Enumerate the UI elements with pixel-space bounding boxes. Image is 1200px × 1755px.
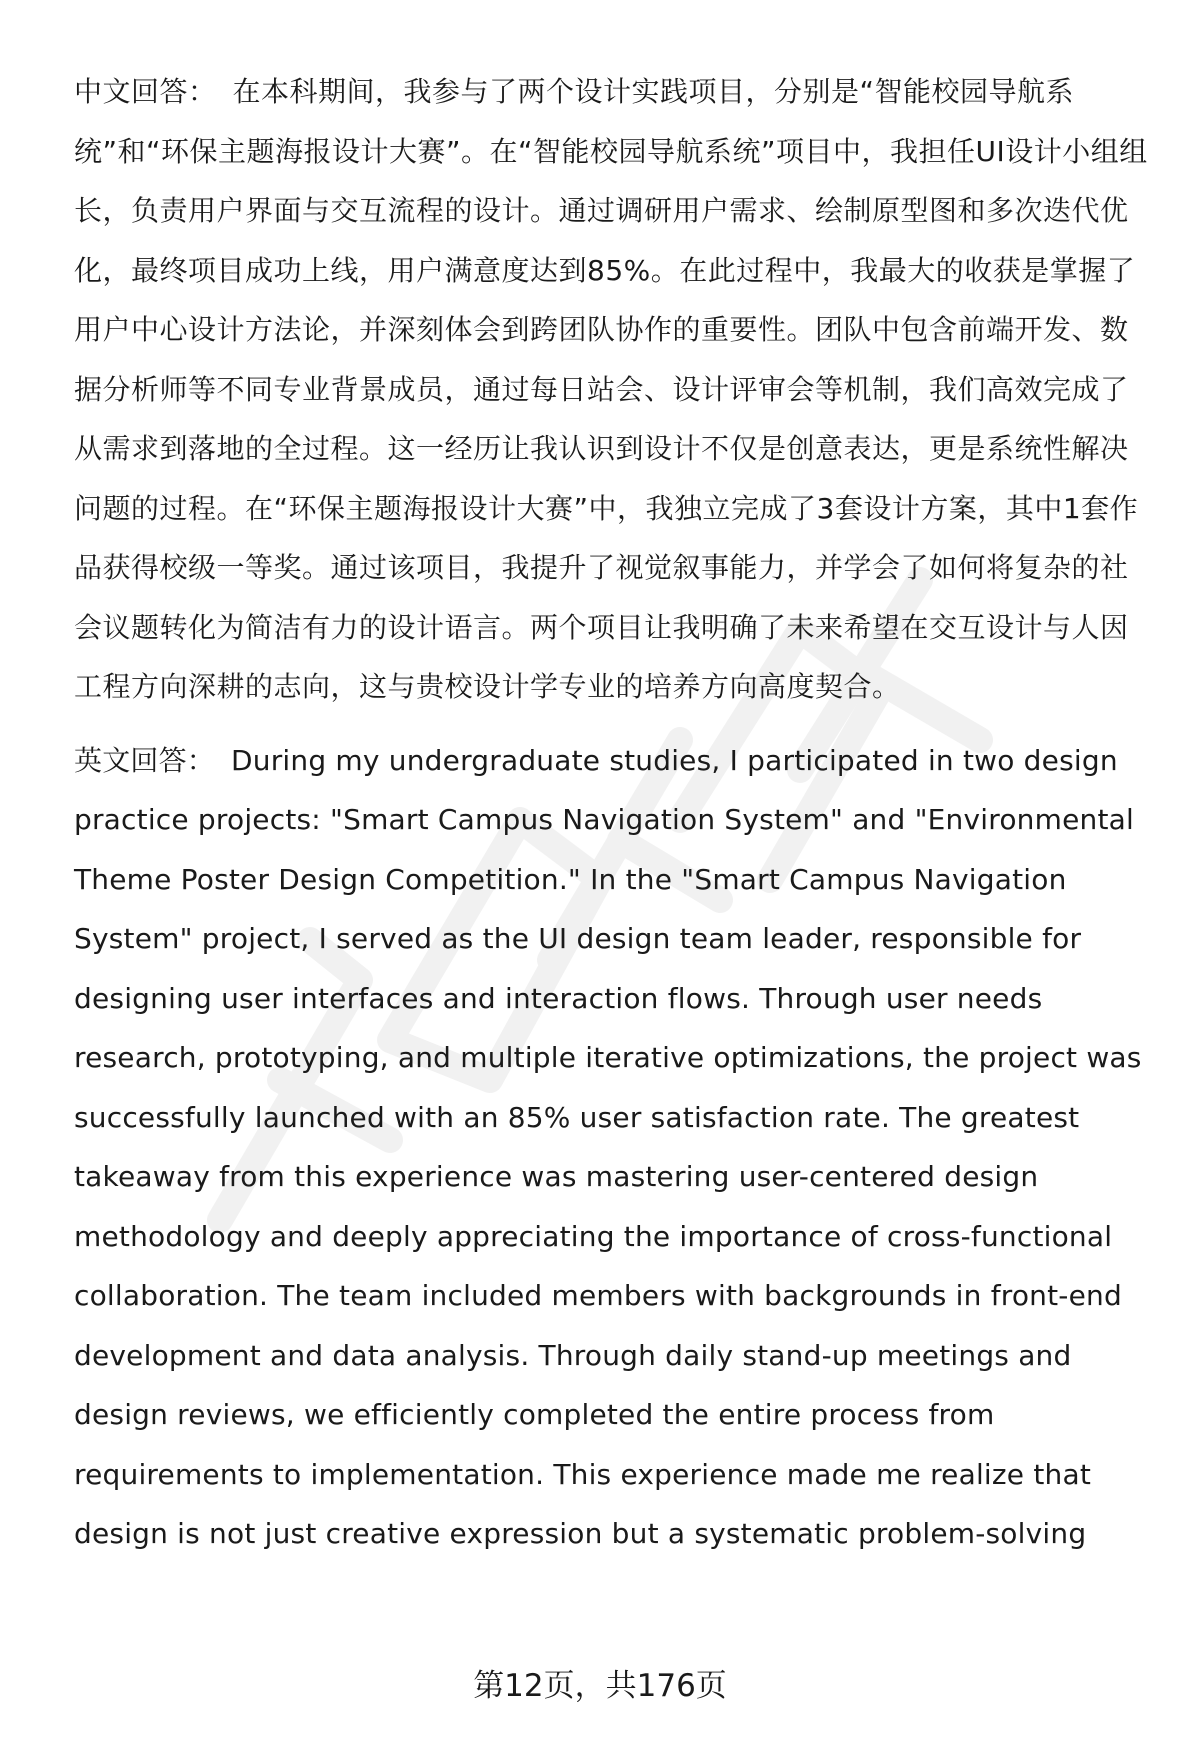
- english-answer-text: During my undergraduate studies, I participated in two design practice projects: "Smart Campus Navigation System" and "Environmental Theme Poster Design Competition." In the "Smart Campus Navigation System" project, I served as the UI design team leader, responsible for designing user interfaces and interaction flows. Through user needs research, prototyping, and multiple iterative optimizations, the project was successfully launched with an 85% user satisfaction rate. The greatest takeaway from this experience was mastering user-centered design methodology and deeply appreciating the importance of cross-functional collaboration. The team included members with backgrounds in front-end development and data analysis. Through daily stand-up meetings and design reviews, we efficiently completed the entire process from requirements to implementation. This experience made me realize that design is not just creative expression but a systematic problem-solving: [74, 743, 1142, 1550]
- english-answer-label: 英文回答：: [74, 743, 216, 777]
- document-body: [74, 62, 1154, 1564]
- chinese-answer-label: 中文回答：: [74, 75, 217, 108]
- chinese-answer-paragraph: [74, 62, 1154, 717]
- page-number-footer: 第12页，共176页: [473, 1668, 727, 1704]
- english-answer-paragraph: [74, 731, 1154, 1564]
- chinese-answer-text: 在本科期间，我参与了两个设计实践项目，分别是“智能校园导航系统”和“环保主题海报设计大赛”。在“智能校园导航系统”项目中，我担任UI设计小组组长，负责用户界面与交互流程的设计。通过调研用户需求、绘制原型图和多次迭代优化，最终项目成功上线，用户满意度达到85%。在此过程中，我最大的收获是掌握了用户中心设计方法论，并深刻体会到跨团队协作的重要性。团队中包含前端开发、数据分析师等不同专业背景成员，通过每日站会、设计评审会等机制，我们高效完成了从需求到落地的全过程。这一经历让我认识到设计不仅是创意表达，更是系统性解决问题的过程。在“环保主题海报设计大赛”中，我独立完成了3套设计方案，其中1套作品获得校级一等奖。通过该项目，我提升了视觉叙事能力，并学会了如何将复杂的社会议题转化为简洁有力的设计语言。两个项目让我明确了未来希望在交互设计与人因工程方向深耕的志向，这与贵校设计学专业的培养方向高度契合。: [74, 75, 1148, 703]
